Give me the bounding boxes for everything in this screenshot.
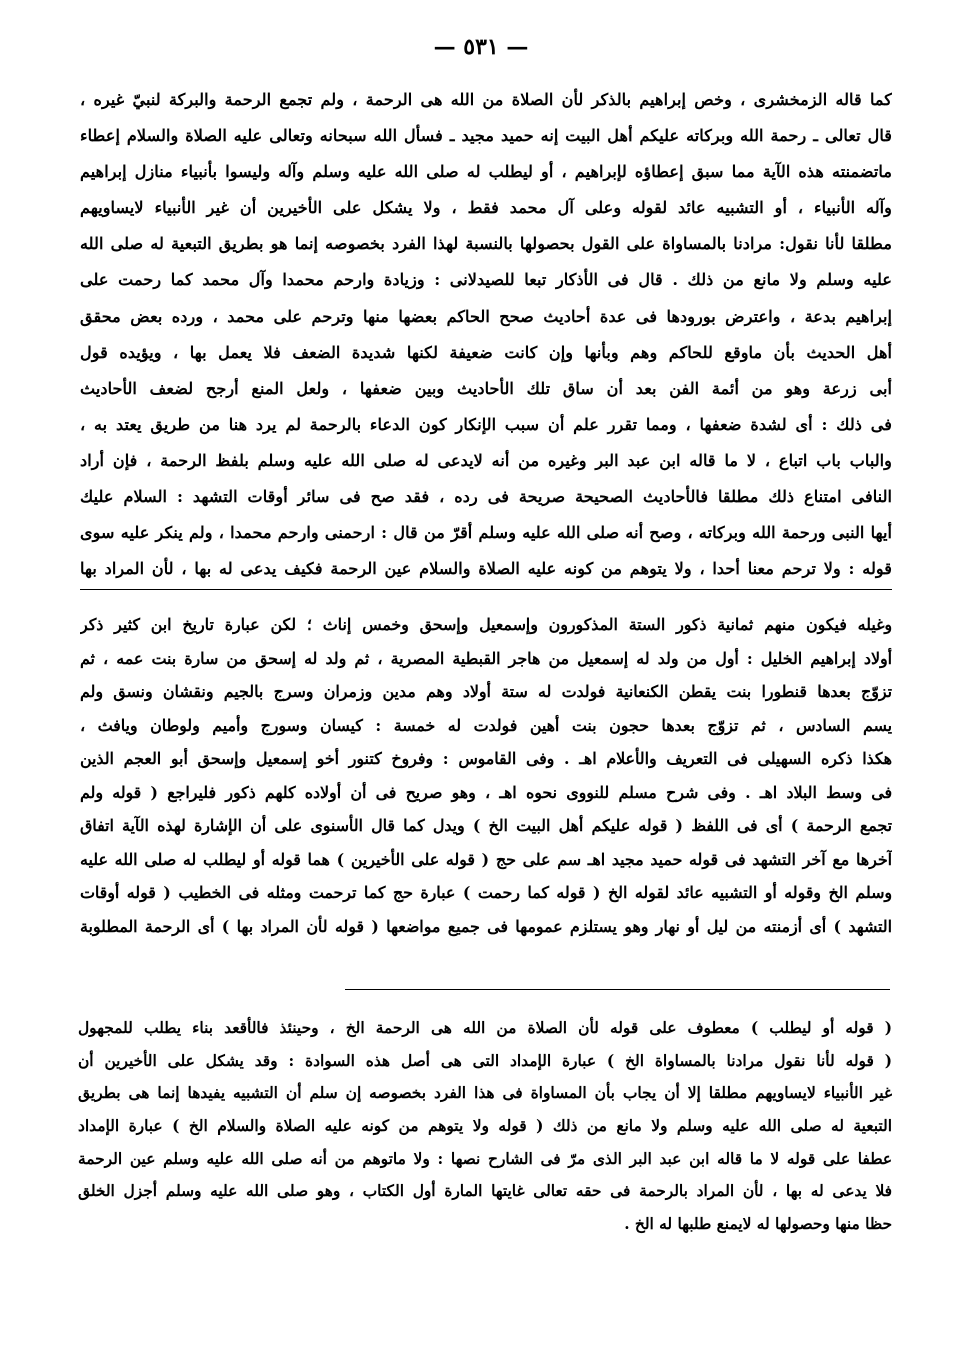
hashiya-line: وسلم الخ وقوله أو التشبيه عائد لقوله الخ ( قوله كما رحمت ) عبارة حج كما ترحمت ومثله فى الخطيب ( قوله أوقات	[80, 883, 892, 902]
hashiya-line: آخرها مع آخر التشهد فى قوله حميد مجيد اهـ سم على حج ( قوله على الأخيرين ) هما قوله أو ليطلب له صلى الله عليه	[80, 849, 892, 869]
hashiya-line: التشهد ) أى أزمنته من ليل أو نهار وهو يستلزم عمومها فى جميع مواضعها ( قوله لأن المراد بها ) أى الرحمة المطلوبة	[80, 916, 892, 936]
hashiya-line: تجمع الرحمة ) أى فى اللفظ ( قوله عليكم أهل البيت الخ ) ويدل كما قال الأسنوى على أن الإشارة لهذه الآية اتفاق	[80, 816, 892, 835]
hashiya-line: يسم السادس ، ثم تزوّج بعدها حجون بنت أهين فولدت له خمسة : كيسان وسورج وأميم ولوطان ويافث ،	[80, 715, 892, 735]
section-divider	[345, 989, 890, 990]
main-text-line: ماتضمنته هذه الآية مما سبق إعطاؤه لإبراهيم ، أو ليطلب له صلى الله عليه وسلم وآله وليسوا بأنبياء منازل إبراهيم	[80, 162, 892, 182]
main-text-line: أيها النبى ورحمة الله وبركاته ، وصح أنه صلى الله عليه وسلم أقرّ من قال : ارحمنى وارحم محمدا ، ولم ينكر عليه سوى	[80, 523, 892, 543]
taqrir-line: غير الأنبياء لايساويهم مطلقا إلا أن يجاب بأن المساواة فى هذا الفرد بخصوصه إن سلم أن التشبيه يفيدها إنما هى بطريق	[78, 1084, 892, 1103]
taqrir-line: حظا منها وحصولها له لايمنع طلبها له الخ .	[624, 1215, 892, 1234]
main-text-line: والباب باب اتباع ، لا ما قاله ابن عبد البر وغيره من أنه لايدعى له صلى الله عليه وسلم بلفظ الرحمة ، فإن أراد	[80, 450, 892, 470]
main-text-line: مطلقا لأنا نقول: مرادنا بالمساواة على القول بحصولها بالنسبة لهذا الفرد بخصوصه إنما هو بطريق التبعية له صلى الله	[80, 234, 892, 254]
main-text-line: إبراهيم بدعة ، واعترض بورودها فى عدة أحاديث صحح الحاكم بعضها منها وترحم على محمد ، ورده بعض محقق	[80, 306, 892, 326]
taqrir-line: فلا يدعى له بها ، لأن المراد بالرحمة فى حقه تعالى غايتها المارة أول الكتاب ، وهو صلى الله عليه وسلم أجزل الخلق	[78, 1182, 892, 1201]
main-text-line: كما قاله الزمخشرى ، وخص إبراهيم بالذكر لأن الصلاة من الله هى الرحمة ، ولم تجمع الرحمة والبركة لنبيّ غيره ،	[80, 90, 892, 109]
hashiya-line: فى وسط البلاد اهـ . وفى شرح مسلم للنووى نحوه اهـ ، وهو صريح فى أن أولاده كلهم ذكور فليراجع ( قوله ولم	[80, 782, 892, 802]
main-text-line: فى ذلك : أى لشدة ضعفها ، ومما تقرر علم أن سبب الإنكار كون الدعاء بالرحمة لم يرد هنا من طريق يعتد به ،	[80, 414, 892, 434]
hashiya-line: تزوّج بعدها قنطورا بنت يقطن الكنعانية فولدت له ستة أولاد وهم مدين وزمران وسرج بالجيم ونقشان ونسق ولم	[80, 682, 892, 701]
section-divider	[80, 589, 892, 590]
hashiya-line: وغيله فيكون منهم ثمانية ذكور الستة المذكورون وإسمعيل وإسحق وخمس إناث ؛ لكن عبارة تاريخ ابن كثير ذكر	[80, 615, 892, 634]
main-text-line: عليه وسلم ولا مانع من ذلك . قال فى الأذكار تبعا للصيدلانى : وزيادة وارحم محمدا وآل محمد كما رحمت على	[80, 270, 892, 290]
main-text-line: أهل الحديث بأن ماوقع للحاكم وهم وبأنها وإن كانت ضعيفة لكنها شديدة الضعف فلا يعمل بها ، ويؤيده قول	[80, 342, 892, 362]
hashiya-line: هكذا ذكره السهيلى فى التعريف والأعلام اهـ . وفى القاموس : وفروخ كتنور أخو إسمعيل وإسحق أبو العجم الذين	[80, 749, 892, 768]
main-text-line: وآله الأنبياء ، أو التشبيه عائد لقوله وعلى آل محمد فقط ، ولا يشكل على الأخيرين أن غير الأنبياء لايساويهم	[80, 198, 892, 218]
taqrir-commentary	[78, 1012, 892, 1241]
main-text	[80, 82, 892, 587]
taqrir-line: ( قوله لأنا نقول مرادنا بالمساواة الخ ) عبارة الإمداد التى هى أصل هذه السوادة : وقد يشكل على الأخيرين أن	[78, 1051, 892, 1070]
hashiya-commentary	[80, 608, 892, 943]
main-text-line: أبى زرعة وهو من أئمة الفن بعد أن ساق تلك الأحاديث وبين ضعفها ، ولعل المنع أرجح لضعف الأحاديث	[80, 378, 892, 398]
main-text-line: قوله : ولا ترحم معنا أحدا ، ولا يتوهم من كونه عليه الصلاة والسلام عين الرحمة فكيف يدعى له بها ، لأن المراد بها	[80, 559, 892, 579]
taqrir-line: التبعية له صلى الله عليه وسلم ولا مانع من ذلك ( قوله ولا يتوهم من كونه عليه الصلاة والسلام الخ ) عبارة الإمداد	[78, 1117, 892, 1136]
main-text-line: قال تعالى ـ رحمة الله وبركاته عليكم أهل البيت إنه حميد مجيد ـ فسأل الله سبحانه وتعالى عليه الصلاة والسلام إعطاء	[80, 126, 892, 146]
taqrir-line: عطفا على قوله لا ما قاله ابن عبد البر الذى مرّ فى الشارح نصها : ولا ماتوهم من أنه صلى الله عليه وسلم عين الرحمة	[78, 1149, 892, 1168]
main-text-line: النافى امتناع ذلك مطلقا فالأحاديث الصحيحة صريحة فى رده ، فقد صح فى سائر أوقات التشهد : السلام عليك	[80, 487, 892, 507]
taqrir-line: ( قوله أو ليطلب ) معطوف على قوله لأن الصلاة من الله هى الرحمة الخ ، وحينئذ فالأقعد بناء يطلب للمجهول	[78, 1019, 892, 1037]
page-number: — ٥٣١ —	[433, 34, 529, 60]
hashiya-line: أولاد إبراهيم الخليل : أول من ولد له إسمعيل من هاجر القبطية المصرية ، ثم ولد له إسحق من سارة بنت عمه ، ثم	[80, 648, 892, 668]
